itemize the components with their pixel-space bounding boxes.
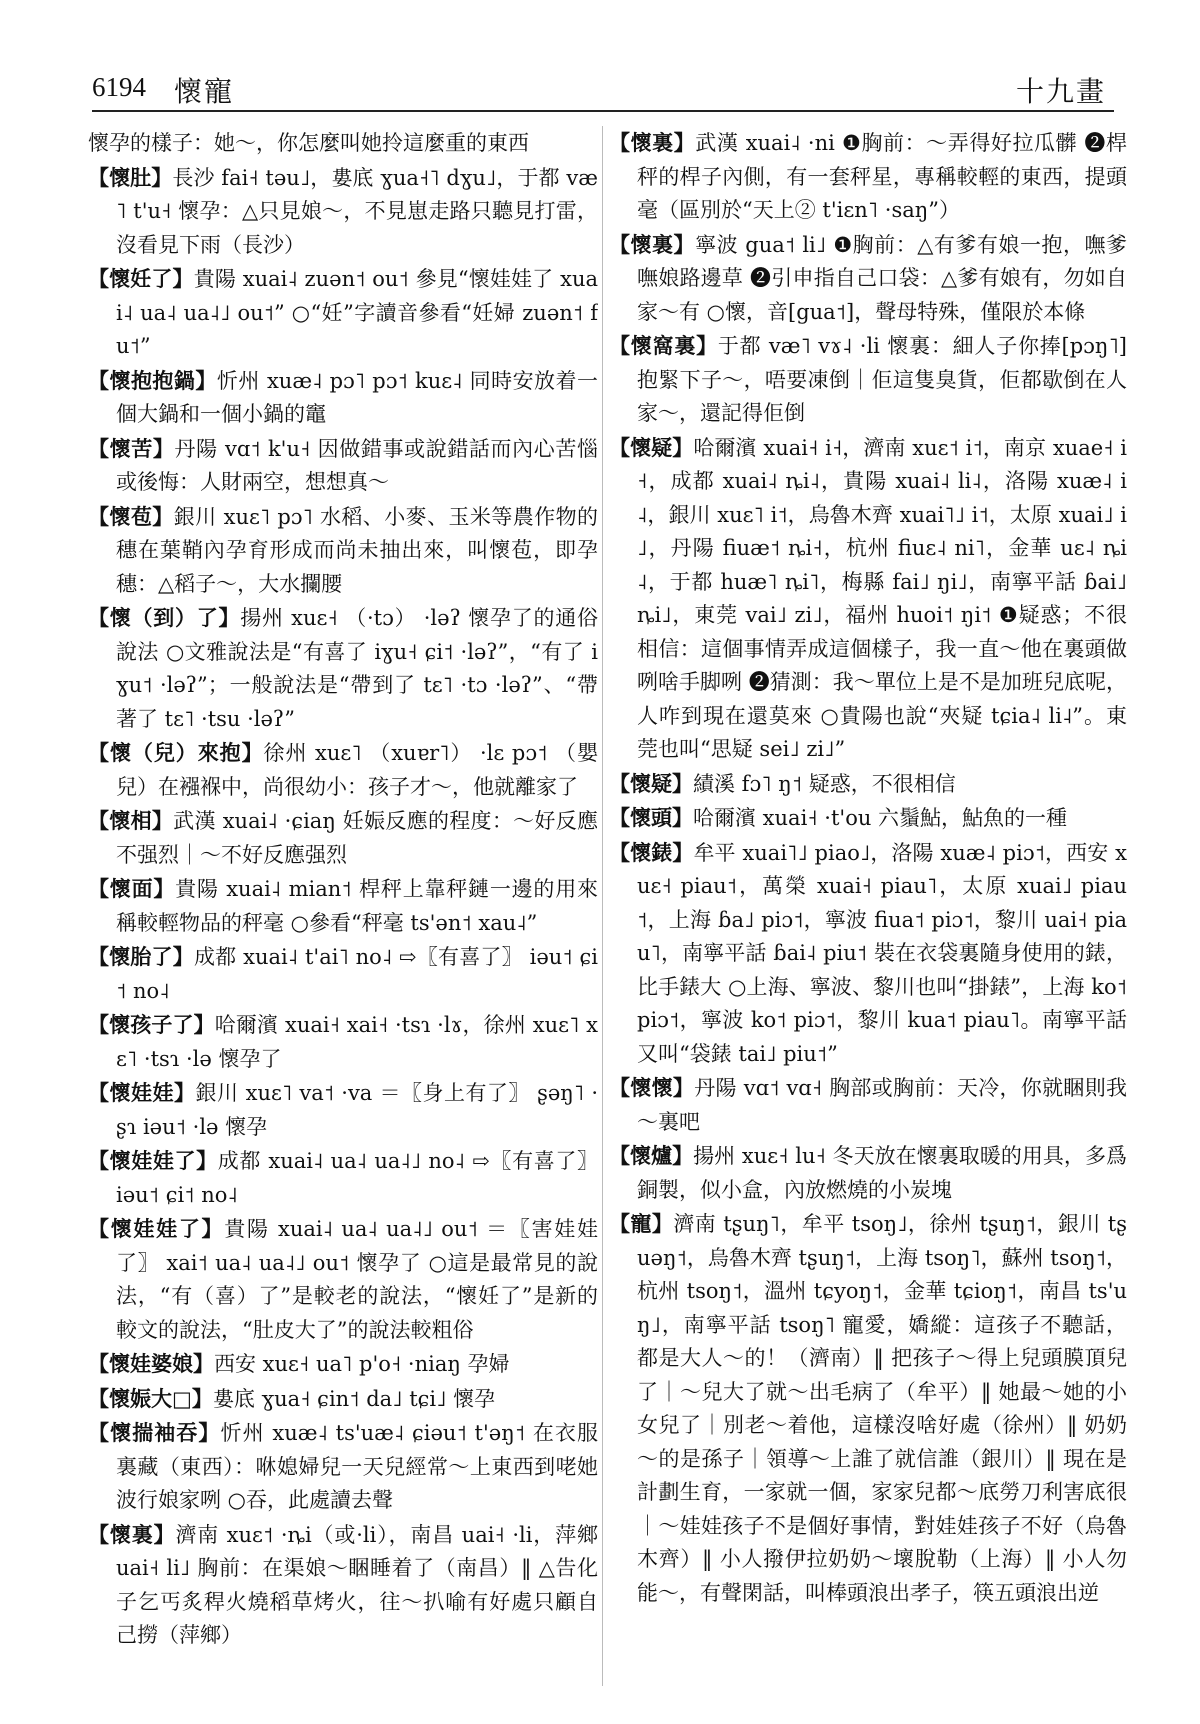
entry-headword: 【懷疑】: [609, 770, 693, 796]
entry-text: 寧波 gua˦ li˩ ❶胸前：△有爹有娘一抱，嘸爹嘸娘路邊草 ❷引申指自己口袋：△爹有娘有，勿如自家～有 ○懷，音[gua˦]，聲母特殊，僅限於本條: [637, 232, 1127, 324]
entry-text: 哈爾濱 xuai˧ ·t'ou 六鬚鮎，鮎魚的一種: [693, 806, 1068, 830]
right-column: [609, 126, 1127, 1686]
left-column: [88, 126, 598, 1686]
entry-headword: 【懷娃婆娘】: [88, 1351, 214, 1376]
entry-text: 牟平 xuai˥˩ piao˩，洛陽 xuæ˨ piɔ˦，西安 xuɛ˧ piau˦，萬榮 xuai˧ piau˥，太原 xuai˩ piau˦，上海 ɓa˩ piɔ˦，寧波 fiua˦ piɔ˦，黎川 uai˧ piau˥，南寧平話 ɓai˨ piu˦ 裝在衣袋裏隨身使用的錶，比手錶大 ○上海、寧波、黎川也叫“掛錶”，上海 ko˦ piɔ˦，寧波 ko˦ piɔ˦，黎川 kua˦ piau˥。南寧平話又叫“袋錶 tai˩ piu˦”: [637, 840, 1127, 1066]
entry-headword: 【懷肚】: [88, 164, 173, 190]
entry-text: 貴陽 xuai˨ ua˨ ua˨˩ ou˦ ＝〖害娃娃了〗 xai˦ ua˨ ua˨˩ ou˦ 懷孕了 ○這是最常見的說法，“有（喜）了”是較老的說法，“懷妊了”是新的較文的說法，“肚皮大了”的說法較粗俗: [116, 1217, 598, 1342]
entry-headword: 【懷苦】: [88, 435, 175, 461]
entry-text: 哈爾濱 xuai˧ xai˧ ·tsɿ ·lɤ，徐州 xuɛ˥ xɛ˥ ·tsɿ ·lә 懷孕了: [116, 1013, 598, 1071]
entry-headword: 【懷妊了】: [88, 266, 194, 291]
dictionary-entry: [609, 801, 1127, 836]
entry-headword: 【懷窩裏】: [609, 333, 718, 358]
entry-headword: 【懷裏】: [609, 231, 696, 257]
entry-headword: 【懷疑】: [609, 434, 694, 460]
entry-text: 丹陽 vɑ˦ k'u˧ 因做錯事或說錯話而內心苦惱或後悔：人財兩空，想想真～: [116, 436, 598, 494]
entry-headword: 【懷裏】: [88, 1521, 176, 1547]
entry-headword: 【懷懷】: [609, 1075, 695, 1100]
entry-text: 丹陽 vɑ˦ vɑ˧ 胸部或胸前：天冷，你就睏則我～裏吧: [637, 1076, 1127, 1134]
dictionary-entry: [609, 767, 1127, 802]
entry-headword: 【懷抱抱鍋】: [88, 367, 217, 393]
dictionary-entry: [88, 940, 598, 1008]
entry-headword: 【寵】: [609, 1211, 674, 1236]
entry-text: 哈爾濱 xuai˧ i˧，濟南 xuɛ˦ i˦，南京 xuae˧ i˧，成都 xuai˨ ȵi˨，貴陽 xuai˨ li˨，洛陽 xuæ˨ i˨，銀川 xuɛ˥ i˦，烏魯木齊 xuai˥˩ i˦，太原 xuai˩ i˩，丹陽 fiuæ˦ ȵi˧，杭州 fiuɛ˨ ni˥，金華 uɛ˨ ȵi˨，于都 huæ˥ ȵi˥，梅縣 fai˩ ŋi˩，南寧平話 ɓai˩ ȵi˩，東莞 vai˩ zi˩，福州 huoi˦ ŋi˦ ❶疑惑；不很相信：這個事情弄成這個樣子，我一直～他在裏頭做咧啥手脚咧 ❷猜測：我～單位上是不是加班兒底呢，人咋到現在還莫來 ○貴陽也說“夾疑 tɕia˨ li˨”。東莞也叫“思疑 sei˩ zi˩”: [637, 435, 1127, 761]
dictionary-entry: [88, 1382, 598, 1417]
dictionary-entry: [88, 1518, 598, 1653]
entry-headword: 【懷相】: [88, 808, 174, 833]
entry-headword: 【懷苞】: [88, 503, 174, 529]
dictionary-entry: [609, 1207, 1127, 1610]
dictionary-entry: [88, 161, 598, 263]
dictionary-entry: [609, 1071, 1127, 1139]
entry-text: 貴陽 xuai˨ zuәn˦ ou˦ 參見“懷娃娃了 xuai˨ ua˨ ua˨˩ ou˦” ○“妊”字讀音參看“妊婦 zuәn˦ fu˦”: [116, 267, 598, 358]
entry-text: 西安 xuɛ˧ ua˥ p'o˧ ·niaŋ 孕婦: [214, 1352, 510, 1376]
dictionary-entry: [88, 262, 598, 364]
dictionary-entry: [88, 126, 598, 161]
entry-text: 武漢 xuai˨ ·ɕiaŋ 妊娠反應的程度：～好反應不强烈｜～不好反應强烈: [116, 809, 598, 867]
entry-text: 忻州 xuæ˨ ts'uæ˨ ɕiәu˦ t'әŋ˦ 在衣服裏藏（東西）：咻媳婦兒一天兒經常～上東西到咾她波行娘家咧 ○吞，此處讀去聲: [116, 1421, 598, 1512]
dictionary-entry: [609, 329, 1127, 431]
entry-text: 徐州 xuɛ˥ （xuɐr˥） ·lɛ pɔ˦ （嬰兒）在襁褓中，尚很幼小：孩子才～，他就離家了: [116, 741, 598, 799]
dictionary-entry: [88, 500, 598, 602]
page-header: [92, 66, 1114, 112]
dictionary-entry: [88, 432, 598, 500]
entry-text: 懷孕的樣子：她～，你怎麼叫她拎這麼重的東西: [88, 131, 529, 155]
entry-headword: 【懷（到）了】: [88, 605, 241, 630]
entry-headword: 【懷爐】: [609, 1143, 694, 1168]
entry-text: 濟南 xuɛ˦ ·ȵi（或·li），南昌 uai˧ ·li，萍鄉 uai˧ li˩ 胸前：在渠娘～睏睡着了（南昌）‖ △告化子乞丐炙稈火燒稻草烤火，往～扒喻有好處只顧自己撈（萍鄉）: [116, 1522, 598, 1647]
entry-headword: 【懷娃娃了】: [88, 1216, 225, 1241]
entry-text: 長沙 fai˧ tәu˩，婁底 ɣua˧˥ dɣu˩，于都 væ˥ t'u˧ 懷孕：△只見娘～，不見崽走路只聽見打雷，沒看見下雨（長沙）: [116, 165, 598, 257]
entry-headword: 【懷娠大□】: [88, 1385, 213, 1411]
dictionary-entry: [88, 804, 598, 872]
dictionary-entry: [88, 601, 598, 736]
entry-text: 銀川 xuɛ˥ pɔ˥ 水稻、小麥、玉米等農作物的穗在葉鞘內孕育形成而尚未抽出來，叫懷苞，即孕穗：△稻子～，大水攔腰: [116, 504, 598, 596]
entry-text: 貴陽 xuai˨ mian˦ 桿秤上靠秤鏈一邊的用來稱較輕物品的秤毫 ○參看“秤毫 ts'әn˦ xau˨”: [116, 877, 598, 935]
entry-text: 濟南 tʂuŋ˥，牟平 tsoŋ˩，徐州 tʂuŋ˦，銀川 tʂuәŋ˦，烏魯木齊 tʂuŋ˦，上海 tsoŋ˥，蘇州 tsoŋ˦，杭州 tsoŋ˦，溫州 tɕyoŋ˦，金華 tɕioŋ˦，南昌 ts'uŋ˩，南寧平話 tsoŋ˥ 寵愛，嬌縱：這孩子不聽話，都是大人～的！（濟南）‖ 把孩子～得上兒頭膜頂兒了｜～兒大了就～出毛病了（牟平）‖ 她最～她的小女兒了｜別老～着他，這樣沒啥好處（徐州）‖ 奶奶～的是孫子｜領導～上誰了就信誰（銀川）‖ 現在是計劃生育，一家就一個，家家兒都～底勞刀利害底很｜～娃娃孩子不是個好事情，對娃娃孩子不好（烏魯木齊）‖ 小人撥伊拉奶奶～壞脫勒（上海）‖ 小人勿能～，有聲閑話，叫棒頭浪出孝子，筷五頭浪出逆: [637, 1212, 1127, 1605]
dictionary-entry: [88, 1416, 598, 1518]
dictionary-entry: [609, 126, 1127, 228]
dictionary-entry: [609, 836, 1127, 1072]
running-head: 懷寵: [174, 75, 235, 108]
entry-headword: 【懷胎了】: [88, 944, 194, 969]
entry-headword: 【懷裏】: [609, 130, 696, 155]
entry-headword: 【懷娃娃了】: [88, 1148, 218, 1173]
entry-text: 銀川 xuɛ˥ va˦ ·va ＝〖身上有了〗 ʂәŋ˥ ·ʂɿ iәu˦ ·lә 懷孕: [116, 1081, 598, 1139]
dictionary-entry: [88, 1008, 598, 1076]
entry-text: 武漢 xuai˨ ·ni ❶胸前：～弄得好拉瓜髒 ❷桿秤的桿子內側，有一套秤星，專稱較輕的東西，提頭毫（區別於“天上② t'iɛn˥ ·saŋ”）: [637, 131, 1127, 222]
entry-text: 成都 xuai˨ t'ai˥ no˨ ⇨〖有喜了〗 iәu˦ ɕi˦ no˨: [116, 945, 598, 1003]
dictionary-entry: [88, 1212, 598, 1347]
dictionary-entry: [88, 872, 598, 940]
entry-headword: 【懷娃娃】: [88, 1080, 196, 1105]
entry-text: 成都 xuai˨ ua˨ ua˨˩ no˨ ⇨〖有喜了〗 iәu˦ ɕi˦ no˨: [116, 1149, 598, 1207]
dictionary-entry: [88, 364, 598, 432]
entry-headword: 【懷面】: [88, 876, 176, 901]
entry-text: 揚州 xuɛ˧ lu˧ 冬天放在懷裏取暖的用具，多爲銅製，似小盒，內放燃燒的小炭塊: [637, 1144, 1127, 1202]
dictionary-entry: [88, 1076, 598, 1144]
entry-text: 忻州 xuæ˨ pɔ˥ pɔ˦ kuɛ˨ 同時安放着一個大鍋和一個小鍋的竈: [116, 368, 598, 426]
dictionary-entry: [88, 1347, 598, 1382]
dictionary-entry: [609, 228, 1127, 330]
dictionary-entry: [609, 431, 1127, 767]
entry-text: 婁底 ɣua˧ ɕin˦ da˩ tɕi˩ 懷孕: [212, 1386, 496, 1411]
entry-headword: 【懷錶】: [609, 839, 694, 865]
section-title: 十九畫: [1015, 75, 1106, 108]
entry-headword: 【懷頭】: [609, 805, 693, 830]
entry-text: 于都 væ˥ vɤ˨ ·li 懷裏：細人子你捧[pɔŋ˥]抱緊下子～，唔要凍倒｜佢這隻臭貨，佢都歇倒在人家～，還記得佢倒: [637, 334, 1127, 425]
entry-headword: 【懷（兒）來抱】: [88, 740, 264, 765]
entry-headword: 【懷孩子了】: [88, 1012, 215, 1037]
entry-text: 績溪 fɔ˥ ŋ˦ 疑惑，不很相信: [693, 771, 956, 796]
dictionary-entry: [609, 1139, 1127, 1207]
dictionary-entry: [88, 1144, 598, 1212]
entry-text: 揚州 xuɛ˧ （·tɔ） ·lәʔ 懷孕了的通俗說法 ○文雅說法是“有喜了 iɣu˧ ɕi˦ ·lәʔ”，“有了 iɣu˦ ·lәʔ”；一般說法是“帶到了 tɛ˥ ·tɔ ·lәʔ”、“帶著了 tɛ˥ ·tsu ·lәʔ”: [116, 606, 598, 731]
entry-headword: 【懷揣袖吞】: [88, 1420, 221, 1445]
page-number: 6194: [92, 72, 146, 102]
dictionary-entry: [88, 736, 598, 804]
column-divider: [602, 126, 603, 1686]
